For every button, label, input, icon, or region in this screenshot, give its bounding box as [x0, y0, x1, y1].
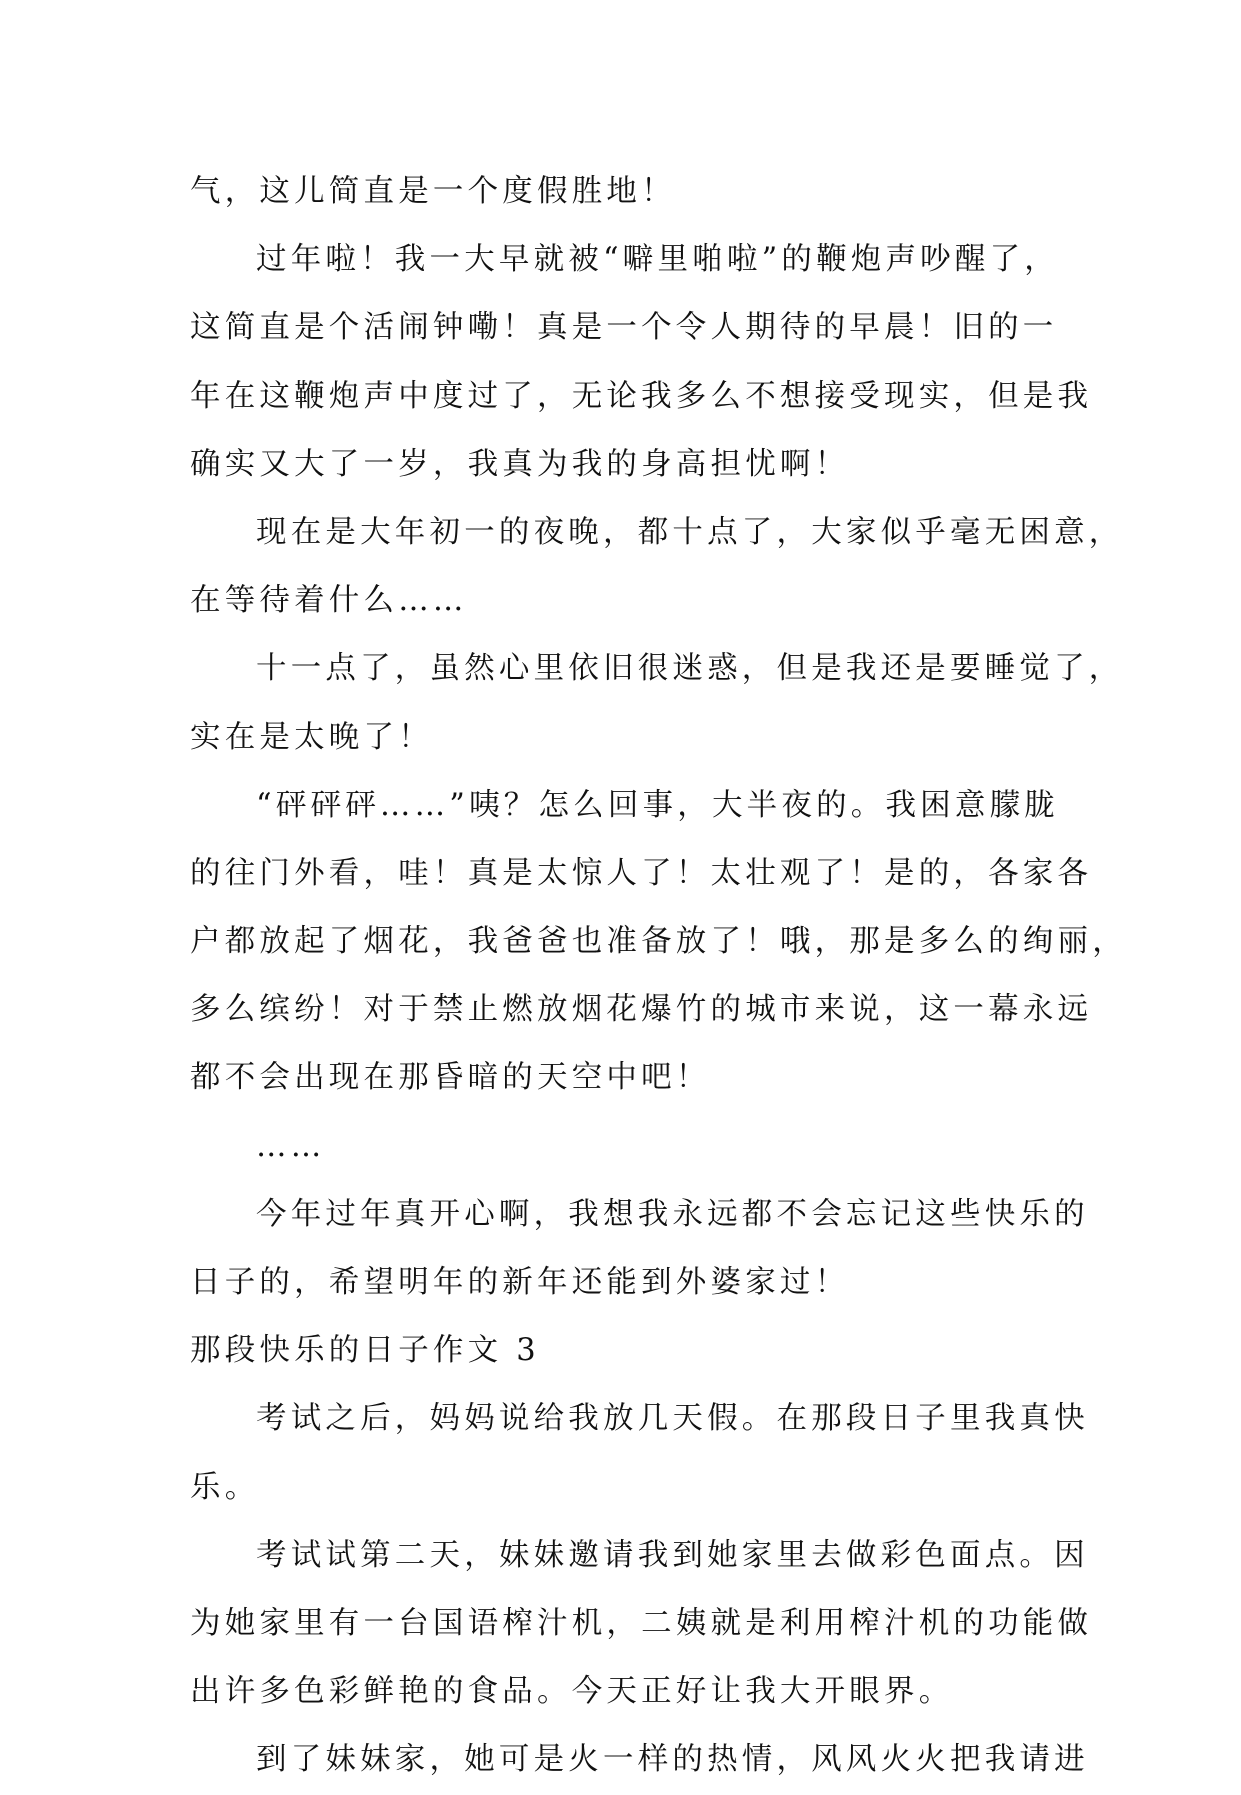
text-line: 确实又大了一岁，我真为我的身高担忧啊！ — [190, 446, 850, 482]
document-page — [190, 158, 1127, 1795]
text-line: 气，这儿简直是一个度假胜地！ — [190, 174, 676, 209]
text-line: 都不会出现在那昏暗的天空中吧！ — [190, 1060, 711, 1096]
text-line: 过年啦！我一大早就被“噼里啪啦”的鞭炮声吵醒了， — [256, 242, 1059, 278]
text-line: 十一点了，虽然心里依旧很迷惑，但是我还是要睡觉了， — [256, 651, 1124, 687]
text-line: 多么缤纷！对于禁止燃放烟花爆竹的城市来说，这一幕永远 — [190, 992, 1093, 1028]
text-line: 户都放起了烟花，我爸爸也准备放了！哦，那是多么的绚丽， — [190, 924, 1127, 960]
text-line: 这简直是个活闹钟嘞！真是一个令人期待的早晨！旧的一 — [190, 310, 1058, 346]
text-line: 在等待着什么…… — [190, 583, 468, 619]
text-line: 乐。 — [190, 1469, 260, 1505]
text-line: 考试之后，妈妈说给我放几天假。在那段日子里我真快 — [256, 1401, 1089, 1437]
text-line: 出许多色彩鲜艳的食品。今天正好让我大开眼界。 — [190, 1674, 954, 1710]
text-line: 今年过年真开心啊，我想我永远都不会忘记这些快乐的 — [256, 1196, 1089, 1232]
text-line: 现在是大年初一的夜晚，都十点了，大家似乎毫无困意， — [256, 514, 1124, 550]
section-heading: 那段快乐的日子作文 3 — [190, 1333, 540, 1369]
text-line: 到了妹妹家，她可是火一样的热情，风风火火把我请进 — [256, 1742, 1089, 1778]
text-line: 年在这鞭炮声中度过了，无论我多么不想接受现实，但是我 — [190, 378, 1093, 414]
text-line: 日子的，希望明年的新年还能到外婆家过！ — [190, 1265, 850, 1300]
text-line: 的往门外看，哇！真是太惊人了！太壮观了！是的，各家各 — [190, 855, 1093, 891]
text-line: “砰砰砰……”咦？怎么回事，大半夜的。我困意朦胧 — [256, 787, 1059, 823]
text-line: 实在是太晚了！ — [190, 719, 433, 755]
text-line: 考试试第二天，妹妹邀请我到她家里去做彩色面点。因 — [256, 1537, 1089, 1573]
text-line: 为她家里有一台国语榨汁机，二姨就是利用榨汁机的功能做 — [190, 1605, 1093, 1641]
text-line: …… — [256, 1128, 326, 1164]
